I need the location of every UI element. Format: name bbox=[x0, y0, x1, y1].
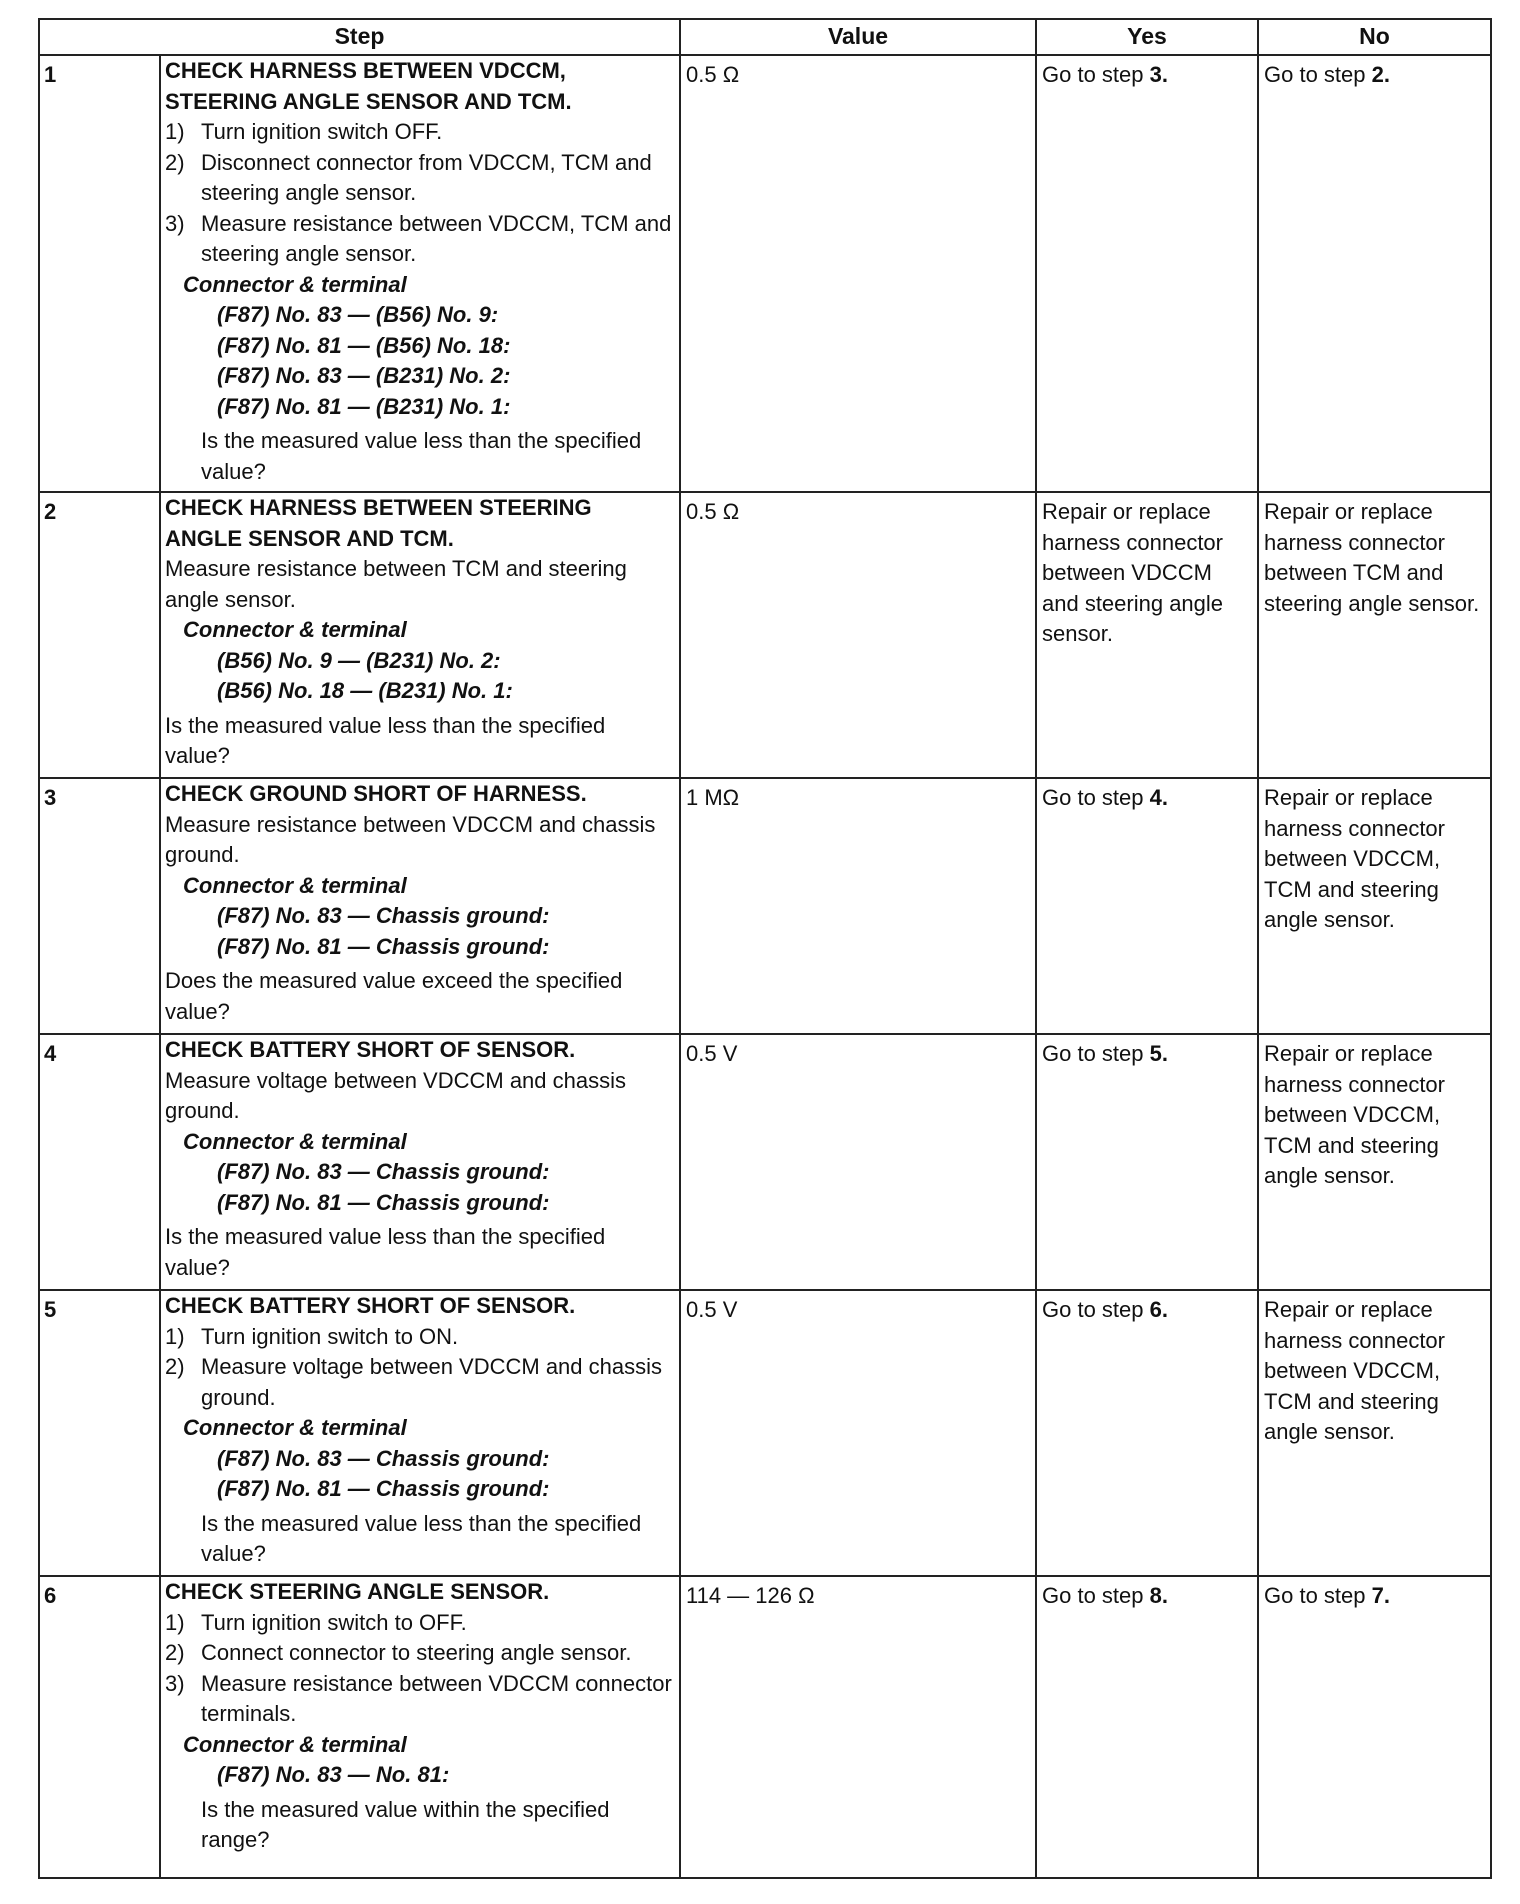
diagnostic-table bbox=[38, 18, 1492, 1879]
terminal-line: (F87) No. 81 — (B56) No. 18: bbox=[217, 332, 511, 358]
terminal-line: (F87) No. 83 — No. 81: bbox=[217, 1762, 450, 1787]
no-cell bbox=[1258, 778, 1491, 1034]
step-number: 2 bbox=[39, 492, 160, 778]
instruction-text: Connect connector to steering angle sensor. bbox=[201, 1640, 632, 1665]
header-no: No bbox=[1258, 19, 1491, 55]
instruction-item bbox=[165, 209, 673, 270]
step-number: 4 bbox=[39, 1034, 160, 1290]
no-cell bbox=[1258, 1576, 1491, 1878]
step-title: CHECK BATTERY SHORT OF SENSOR. bbox=[165, 1293, 576, 1318]
instruction-label: 3) bbox=[165, 1670, 185, 1696]
instruction-item bbox=[165, 1322, 673, 1353]
instruction-text: Measure resistance between VDCCM connector terminals. bbox=[201, 1670, 672, 1726]
no-text: Repair or replace harness connector between VDCCM, TCM and steering angle sensor. bbox=[1264, 1297, 1445, 1444]
yes-step-number: 3. bbox=[1149, 62, 1168, 87]
no-cell bbox=[1258, 1034, 1491, 1290]
value-cell: 1 MΩ bbox=[680, 778, 1036, 1034]
yes-cell bbox=[1036, 1576, 1258, 1878]
yes-cell bbox=[1036, 55, 1258, 492]
value-cell: 0.5 Ω bbox=[680, 55, 1036, 492]
header-row bbox=[39, 19, 1491, 55]
no-text: Repair or replace harness connector between VDCCM, TCM and steering angle sensor. bbox=[1264, 1041, 1445, 1188]
instruction-label: 1) bbox=[165, 119, 185, 144]
step-number: 3 bbox=[39, 778, 160, 1034]
step-title: CHECK STEERING ANGLE SENSOR. bbox=[165, 1579, 550, 1604]
yes-step-number: 6. bbox=[1149, 1297, 1168, 1322]
instruction-label: 3) bbox=[165, 210, 185, 236]
instruction-label: 1) bbox=[165, 1609, 185, 1635]
instruction-item bbox=[165, 1352, 673, 1413]
step-content bbox=[160, 778, 680, 1034]
connector-label: Connector & terminal bbox=[183, 1128, 407, 1154]
instruction-text: Disconnect connector from VDCCM, TCM and steering angle sensor. bbox=[201, 149, 652, 205]
terminal-line: (F87) No. 81 — Chassis ground: bbox=[217, 1189, 550, 1215]
instruction-text: Turn ignition switch OFF. bbox=[201, 119, 443, 144]
terminal-line: (B56) No. 18 — (B231) No. 1: bbox=[217, 678, 513, 703]
step-content bbox=[160, 55, 680, 492]
yes-step-number: 8. bbox=[1149, 1583, 1168, 1608]
step-title: CHECK BATTERY SHORT OF SENSOR. bbox=[165, 1037, 576, 1062]
yes-cell bbox=[1036, 1034, 1258, 1290]
value-cell: 0.5 Ω bbox=[680, 492, 1036, 778]
step-content bbox=[160, 1290, 680, 1576]
yes-step-number: 4. bbox=[1149, 785, 1168, 810]
connector-label: Connector & terminal bbox=[183, 1415, 407, 1440]
step-title: CHECK GROUND SHORT OF HARNESS. bbox=[165, 781, 587, 806]
table-row bbox=[39, 778, 1491, 1034]
instruction-text: Measure voltage between VDCCM and chassis ground. bbox=[201, 1354, 663, 1410]
step-question: Is the measured value less than the specified value? bbox=[201, 1510, 642, 1566]
instruction-text: Measure resistance between VDCCM, TCM and steering angle sensor. bbox=[201, 210, 672, 266]
instruction-text: Turn ignition switch to ON. bbox=[201, 1323, 459, 1349]
step-content bbox=[160, 1034, 680, 1290]
instruction-item bbox=[165, 148, 673, 209]
table-row bbox=[39, 1576, 1491, 1878]
step-intro: Measure resistance between TCM and steering angle sensor. bbox=[165, 556, 627, 612]
terminal-line: (F87) No. 83 — Chassis ground: bbox=[217, 1159, 550, 1184]
step-question: Is the measured value less than the specified value? bbox=[165, 1224, 606, 1280]
terminal-line: (F87) No. 81 — Chassis ground: bbox=[217, 1476, 550, 1501]
table-row bbox=[39, 55, 1491, 492]
no-cell bbox=[1258, 492, 1491, 778]
step-question: Is the measured value within the specified range? bbox=[201, 1796, 610, 1852]
value-cell: 114 — 126 Ω bbox=[680, 1576, 1036, 1878]
instruction-label: 2) bbox=[165, 149, 185, 175]
instruction-item bbox=[165, 1669, 673, 1730]
yes-text: Go to step bbox=[1042, 1583, 1144, 1608]
connector-label: Connector & terminal bbox=[183, 1731, 407, 1757]
terminal-line: (F87) No. 81 — Chassis ground: bbox=[217, 933, 550, 959]
yes-text: Go to step bbox=[1042, 1297, 1144, 1322]
yes-text: Go to step bbox=[1042, 785, 1144, 810]
header-step: Step bbox=[39, 19, 680, 55]
instruction-label: 1) bbox=[165, 1323, 185, 1349]
step-number: 5 bbox=[39, 1290, 160, 1576]
no-text: Repair or replace harness connector between VDCCM, TCM and steering angle sensor. bbox=[1264, 785, 1445, 932]
yes-text: Go to step bbox=[1042, 1041, 1144, 1066]
yes-text: Repair or replace harness connector between VDCCM and steering angle sensor. bbox=[1042, 499, 1224, 646]
step-intro: Measure resistance between VDCCM and chassis ground. bbox=[165, 811, 656, 867]
value-cell: 0.5 V bbox=[680, 1034, 1036, 1290]
terminal-line: (F87) No. 83 — Chassis ground: bbox=[217, 903, 550, 928]
no-text: Go to step bbox=[1264, 62, 1366, 87]
step-title: CHECK HARNESS BETWEEN VDCCM, STEERING ANGLE SENSOR AND TCM. bbox=[165, 58, 572, 114]
step-intro: Measure voltage between VDCCM and chassis ground. bbox=[165, 1067, 627, 1123]
table-row bbox=[39, 1290, 1491, 1576]
no-cell bbox=[1258, 1290, 1491, 1576]
step-content bbox=[160, 492, 680, 778]
table-row bbox=[39, 492, 1491, 778]
instruction-item bbox=[165, 117, 673, 148]
step-question: Is the measured value less than the specified value? bbox=[165, 712, 606, 768]
connector-label: Connector & terminal bbox=[183, 872, 407, 898]
yes-cell bbox=[1036, 1290, 1258, 1576]
step-content bbox=[160, 1576, 680, 1878]
no-text: Repair or replace harness connector between TCM and steering angle sensor. bbox=[1264, 499, 1480, 616]
no-step-number: 2. bbox=[1371, 62, 1390, 87]
value-cell: 0.5 V bbox=[680, 1290, 1036, 1576]
terminal-line: (B56) No. 9 — (B231) No. 2: bbox=[217, 647, 501, 673]
step-number: 6 bbox=[39, 1576, 160, 1878]
step-question: Is the measured value less than the specified value? bbox=[201, 428, 642, 484]
yes-cell bbox=[1036, 778, 1258, 1034]
step-title: CHECK HARNESS BETWEEN STEERING ANGLE SENSOR AND TCM. bbox=[165, 495, 592, 551]
terminal-line: (F87) No. 83 — (B56) No. 9: bbox=[217, 302, 499, 327]
table-row bbox=[39, 1034, 1491, 1290]
header-value: Value bbox=[680, 19, 1036, 55]
step-question: Does the measured value exceed the specified value? bbox=[165, 968, 623, 1024]
no-cell bbox=[1258, 55, 1491, 492]
header-yes: Yes bbox=[1036, 19, 1258, 55]
terminal-line: (F87) No. 83 — (B231) No. 2: bbox=[217, 363, 511, 388]
instruction-item bbox=[165, 1638, 673, 1669]
step-number: 1 bbox=[39, 55, 160, 492]
instruction-label: 2) bbox=[165, 1354, 185, 1379]
instruction-label: 2) bbox=[165, 1640, 185, 1665]
no-text: Go to step bbox=[1264, 1583, 1366, 1608]
yes-cell bbox=[1036, 492, 1258, 778]
instruction-item bbox=[165, 1608, 673, 1639]
connector-label: Connector & terminal bbox=[183, 271, 407, 297]
terminal-line: (F87) No. 83 — Chassis ground: bbox=[217, 1445, 550, 1471]
no-step-number: 7. bbox=[1371, 1583, 1390, 1608]
connector-label: Connector & terminal bbox=[183, 617, 407, 642]
yes-text: Go to step bbox=[1042, 62, 1144, 87]
yes-step-number: 5. bbox=[1149, 1041, 1168, 1066]
terminal-line: (F87) No. 81 — (B231) No. 1: bbox=[217, 393, 511, 419]
instruction-text: Turn ignition switch to OFF. bbox=[201, 1609, 467, 1635]
